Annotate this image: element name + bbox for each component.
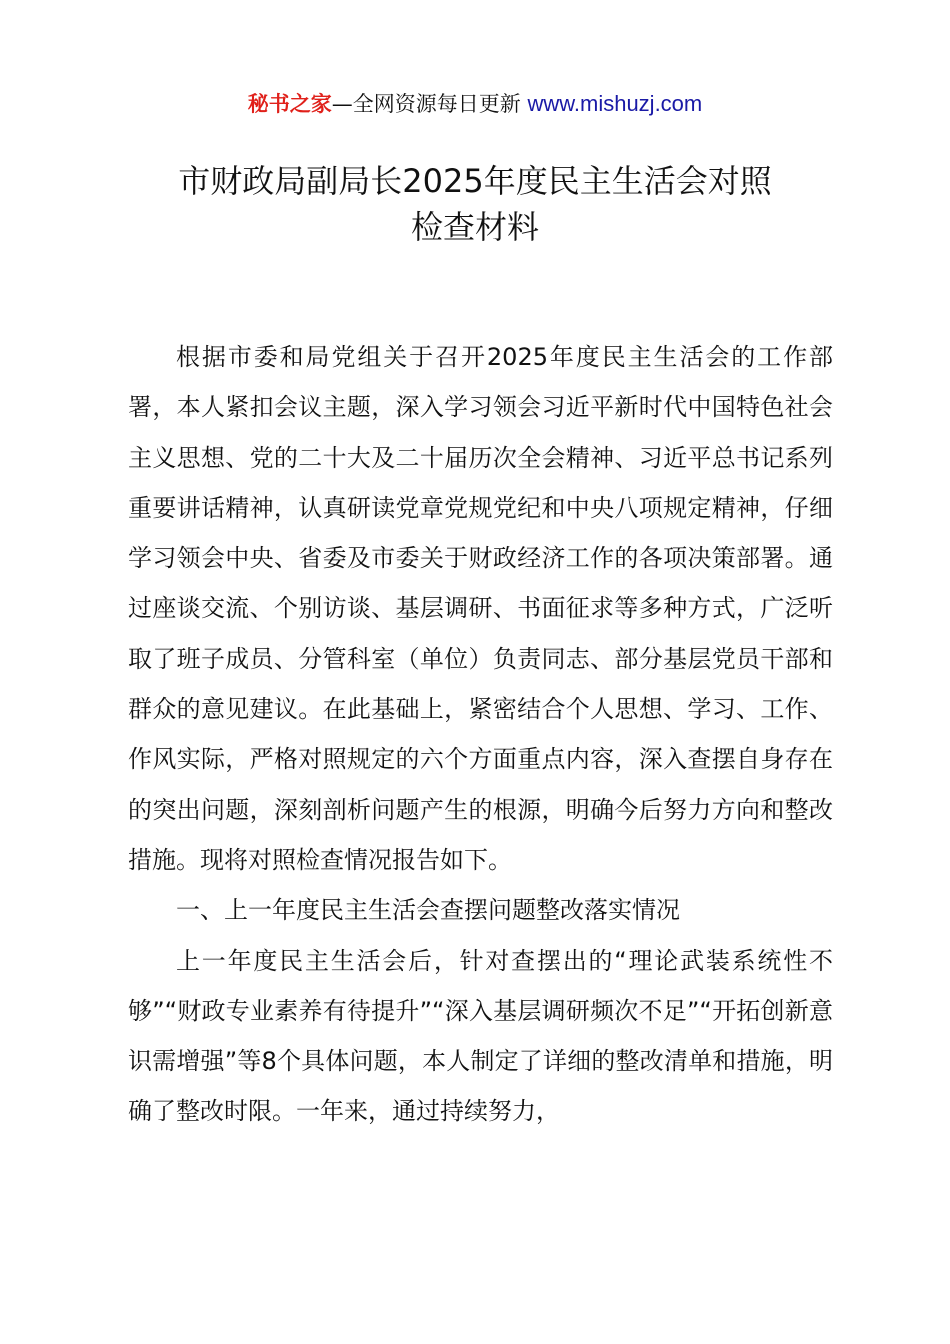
header-slogan: —全网资源每日更新 [331,92,521,116]
brand-name: 秘书之家 [247,92,332,116]
title-line-1: 市财政局副局长2025年度民主生活会对照 [178,162,772,200]
site-url-link[interactable]: www.mishuzj.com [527,91,703,116]
section-1-paragraph: 上一年度民主生活会后，针对查摆出的“理论武装系统性不够”“财政专业素养有待提升”“深入基层调研频次不足”“开拓创新意识需增强”等8个具体问题，本人制定了详细的整改清单和措施，明确了整改时限。一年来，通过持续努力， [128,946,833,1126]
document-body [128,332,833,1137]
document-title [120,158,830,250]
site-header [0,88,950,120]
intro-paragraph: 根据市委和局党组关于召开2025年度民主生活会的工作部署，本人紧扣会议主题，深入学习领会习近平新时代中国特色社会主义思想、党的二十大及二十届历次全会精神、习近平总书记系列重要讲话精神，认真研读党章党规党纪和中央八项规定精神，仔细学习领会中央、省委及市委关于财政经济工作的各项决策部署。通过座谈交流、个别访谈、基层调研、书面征求等多种方式，广泛听取了班子成员、分管科室（单位）负责同志、部分基层党员干部和群众的意见建议。在此基础上，紧密结合个人思想、学习、工作、作风实际，严格对照规定的六个方面重点内容，深入查摆自身存在的突出问题，深刻剖析问题产生的根源，明确今后努力方向和整改措施。现将对照检查情况报告如下。 [128,343,833,874]
section-heading-1: 一、上一年度民主生活会查摆问题整改落实情况 [176,896,680,925]
title-line-2: 检查材料 [410,208,539,246]
